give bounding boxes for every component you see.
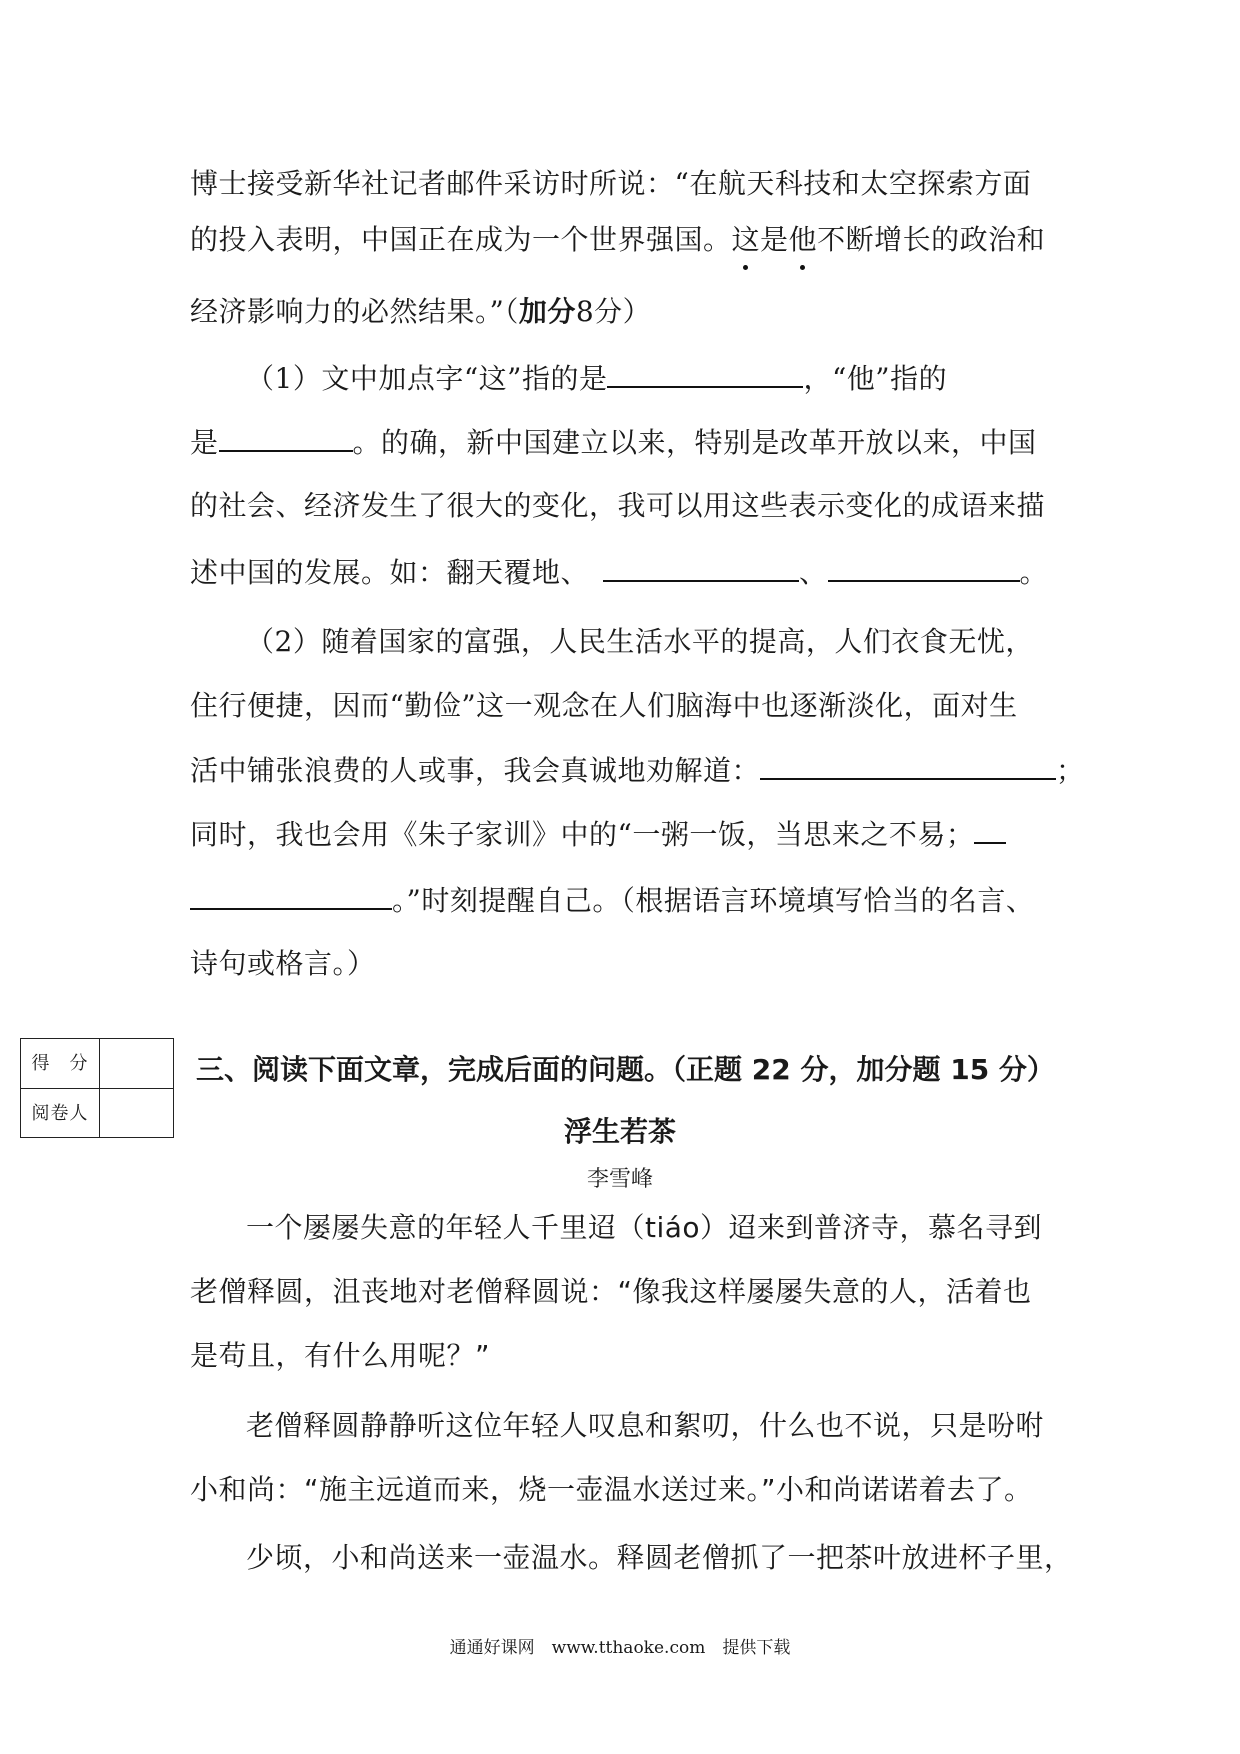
q2-line-4 <box>190 812 1060 856</box>
passage-line-1 <box>190 162 1060 206</box>
q1-text: 、 <box>799 556 828 589</box>
score-label: 得 分 <box>21 1039 100 1088</box>
article-text: 老僧释圆静静听这位年轻人叹息和絮叨，什么也不说，只是吩咐 <box>246 1409 1045 1442</box>
page-footer: 通通好课网 www.tthaoke.com 提供下载 <box>449 1638 791 1658</box>
idiom-blank-2[interactable] <box>828 550 1020 582</box>
answer-blank-zhe[interactable] <box>607 356 803 388</box>
article-p3-line-1 <box>190 1536 1073 1580</box>
section-heading: 三、阅读下面文章，完成后面的问题。（正题 22 分，加分题 15 分） <box>196 1053 1055 1086</box>
passage-text: 8分） <box>575 295 652 328</box>
q1-text: 。 <box>1019 556 1049 589</box>
bonus-label: 加分 <box>518 295 576 328</box>
quote-blank-start[interactable] <box>974 812 1006 844</box>
article-p2-line-1 <box>190 1404 1060 1448</box>
q2-text: 诗句或格言。） <box>190 947 376 980</box>
article-text: 一个屡屡失意的年轻人千里迢（tiáo）迢来到普济寺，慕名寻到 <box>246 1211 1043 1244</box>
q1-text: 的社会、经济发生了很大的变化，我可以用这些表示变化的成语来描 <box>190 489 1046 522</box>
q1-text: 。的确，新中国建立以来，特别是改革开放以来，中国 <box>352 426 1037 459</box>
advice-blank[interactable] <box>760 748 1056 780</box>
q1-text: ，“他”指的 <box>803 362 948 395</box>
q2-line-5 <box>190 878 1060 922</box>
q2-line-1 <box>190 620 1060 664</box>
q1-line-2 <box>190 420 1060 464</box>
dotted-char-zhe: 这 <box>732 218 761 262</box>
answer-blank-ta[interactable] <box>219 420 353 452</box>
q1-text: 述中国的发展。如：翻天覆地、 <box>190 556 590 589</box>
q2-text: （2）随着国家的富强，人民生活水平的提高，人们衣食无忧， <box>246 625 1034 658</box>
article-text: 是苟且，有什么用呢？” <box>190 1339 491 1372</box>
passage-text: 不断增长的政治和 <box>817 223 1046 256</box>
q2-line-6 <box>190 942 1060 986</box>
passage-text: 博士接受新华社记者邮件采访时所说：“在航天科技和太空探索方面 <box>190 167 1032 200</box>
idiom-blank-1[interactable] <box>603 550 799 582</box>
q2-line-3 <box>190 748 1085 792</box>
quote-blank-end[interactable] <box>190 878 392 910</box>
article-p1-line-1 <box>190 1206 1060 1250</box>
q1-text: 是 <box>190 426 219 459</box>
passage-text: 是 <box>760 223 789 256</box>
article-p2-line-2 <box>190 1468 1060 1512</box>
article-text: 少顷，小和尚送来一壶温水。释圆老僧抓了一把茶叶放进杯子里， <box>246 1541 1073 1574</box>
article-title: 浮生若茶 <box>563 1115 676 1148</box>
passage-line-3 <box>190 290 1060 334</box>
q1-text: （1）文中加点字“这”指的是 <box>246 362 608 395</box>
q2-text: 。”时刻提醒自己。（根据语言环境填写恰当的名言、 <box>392 884 1035 917</box>
article-p1-line-3 <box>190 1334 1060 1378</box>
q2-text: ； <box>1056 754 1085 787</box>
q2-line-2 <box>190 684 1060 728</box>
q1-line-1 <box>190 356 1060 400</box>
q2-text: 同时，我也会用《朱子家训》中的“一粥一饭，当思来之不易； <box>190 818 975 851</box>
passage-line-2 <box>190 218 1060 262</box>
q1-line-4 <box>190 550 1060 594</box>
q1-line-3 <box>190 484 1060 528</box>
article-text: 老僧释圆，沮丧地对老僧释圆说：“像我这样屡屡失意的人，活着也 <box>190 1275 1032 1308</box>
article-author: 李雪峰 <box>586 1167 653 1192</box>
score-row <box>21 1039 173 1089</box>
score-value-cell[interactable] <box>100 1039 173 1088</box>
passage-text: 的投入表明，中国正在成为一个世界强国。 <box>190 223 732 256</box>
q2-text: 活中铺张浪费的人或事，我会真诚地劝解道： <box>190 754 761 787</box>
passage-text: 经济影响力的必然结果。”（ <box>190 295 519 328</box>
q2-text: 住行便捷，因而“勤俭”这一观念在人们脑海中也逐渐淡化，面对生 <box>190 689 1018 722</box>
article-p1-line-2 <box>190 1270 1060 1314</box>
grader-label: 阅卷人 <box>21 1089 100 1138</box>
article-text: 小和尚：“施主远道而来，烧一壶温水送过来。”小和尚诺诺着去了。 <box>190 1473 1033 1506</box>
dotted-char-ta: 他 <box>789 218 818 262</box>
